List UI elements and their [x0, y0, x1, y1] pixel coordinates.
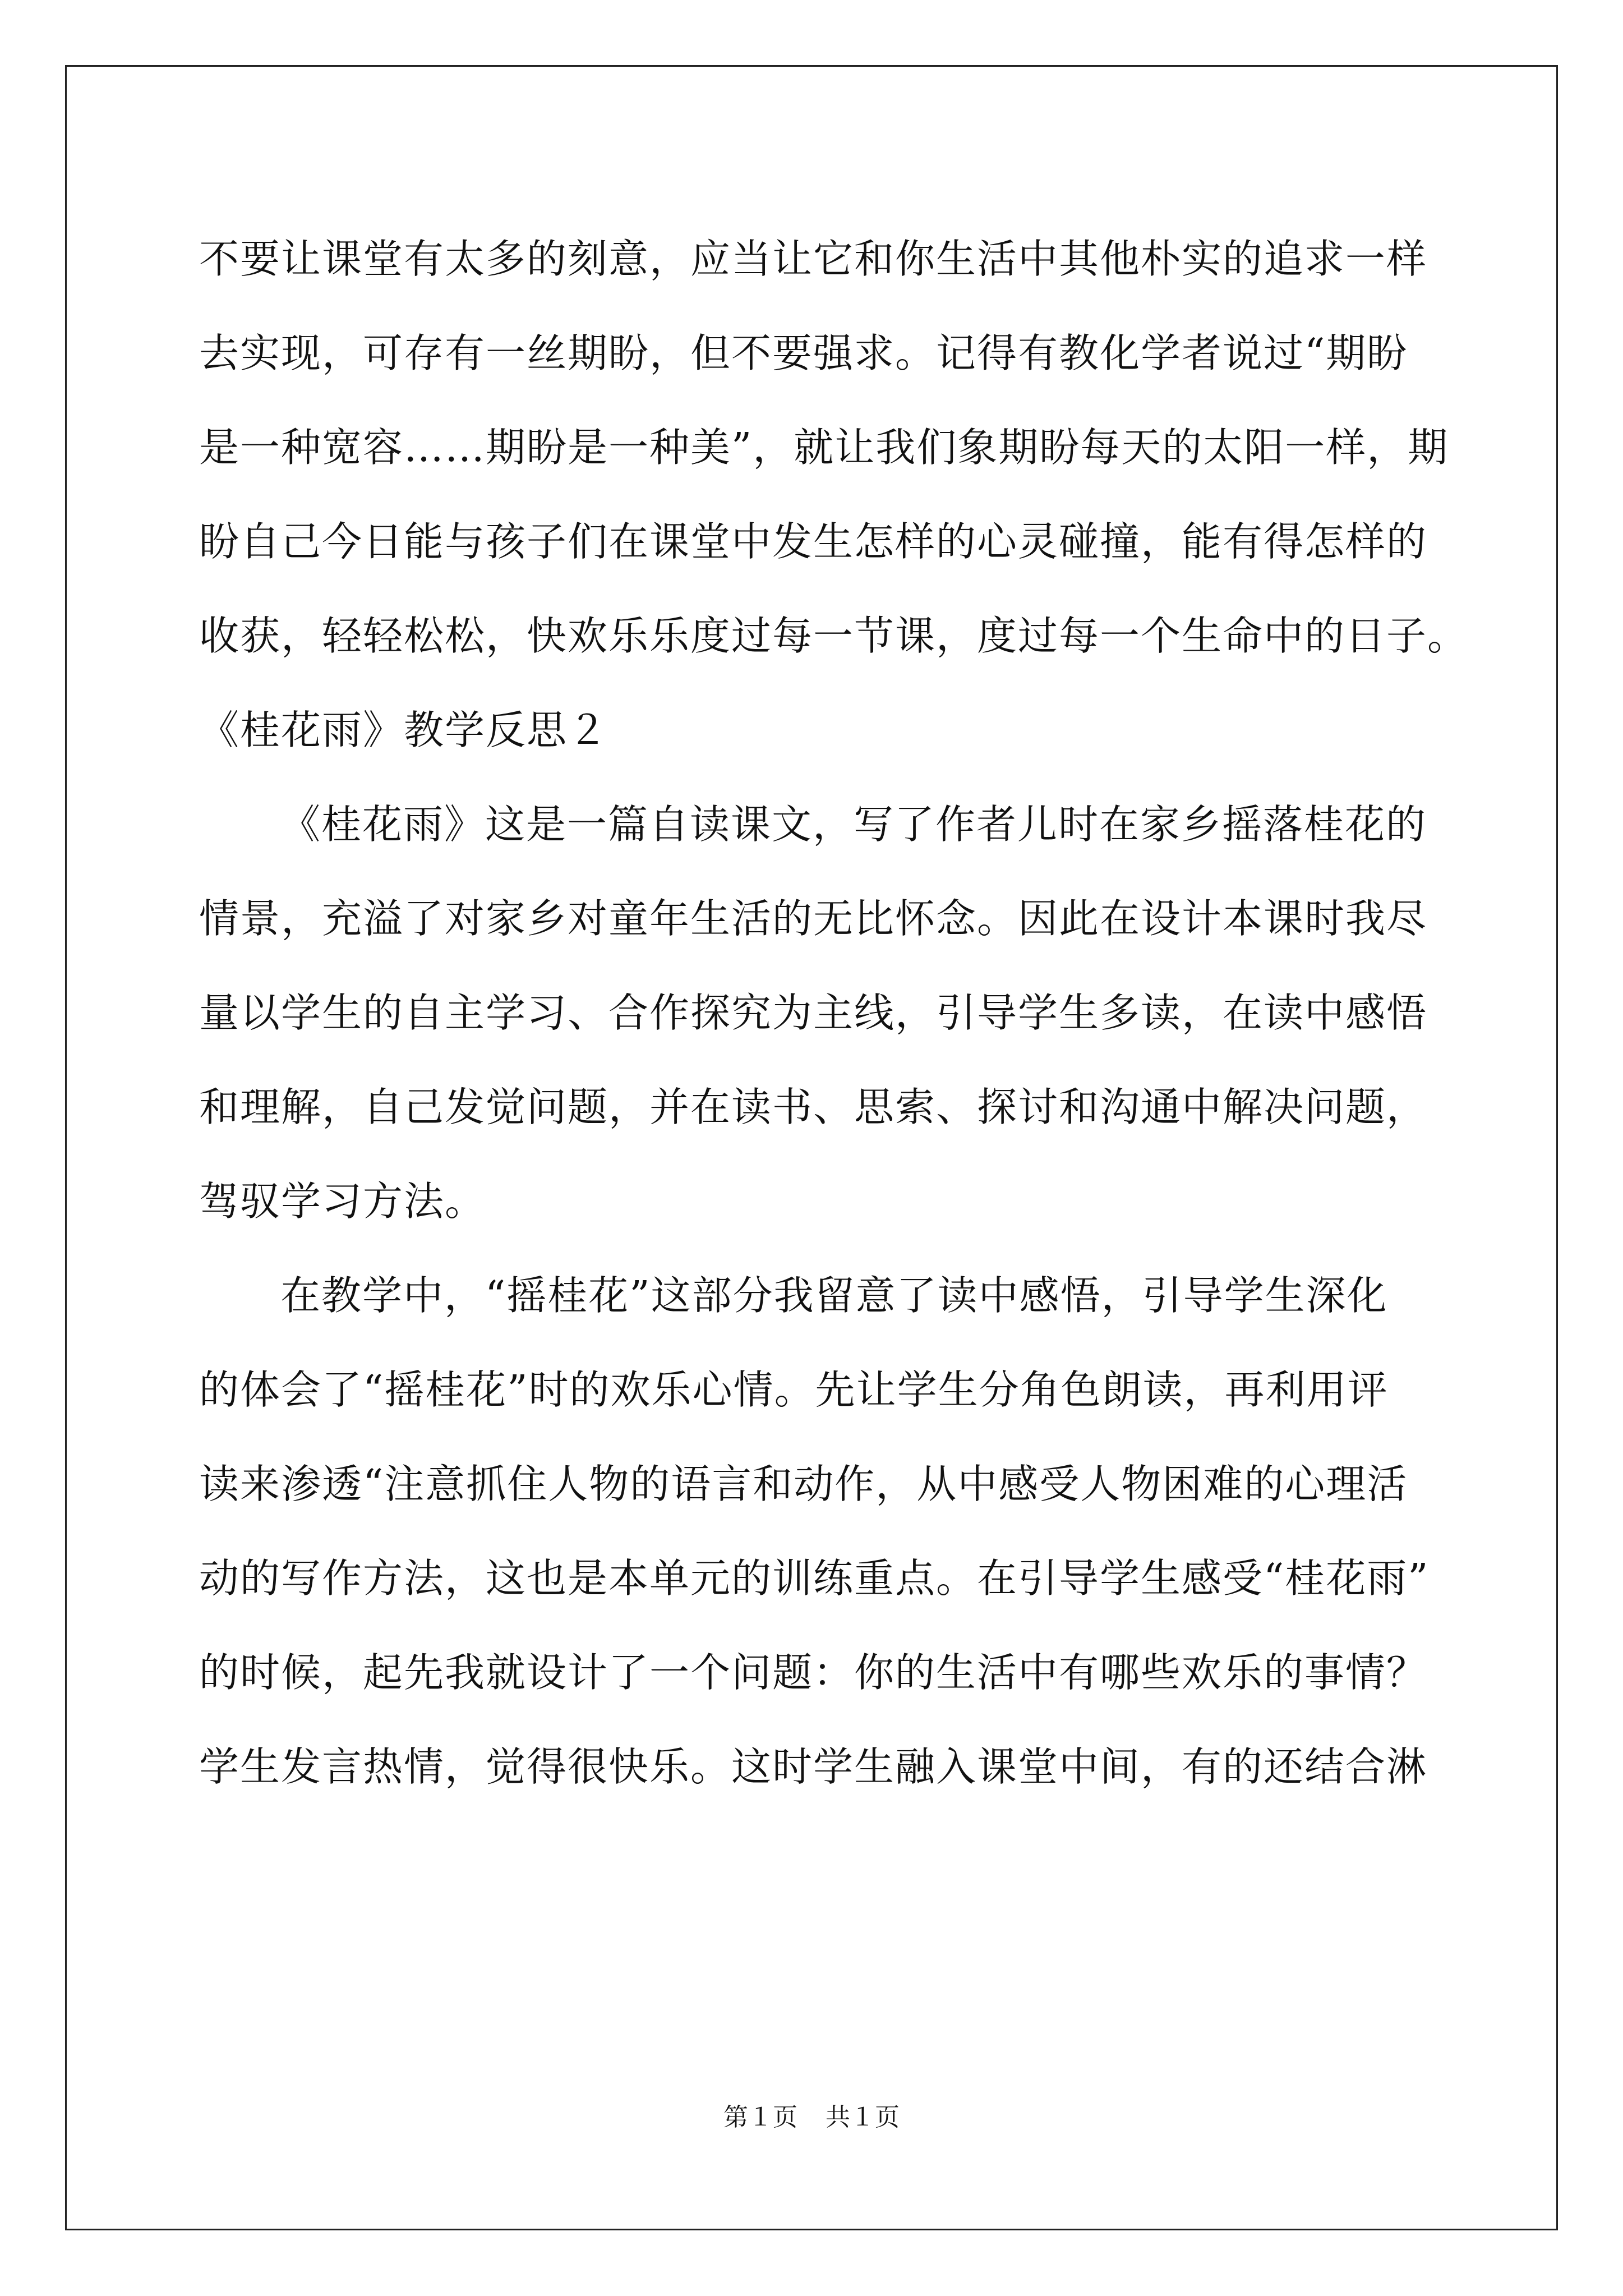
text-line: 动的写作方法，这也是本单元的训练重点。在引导学生感受“桂花雨”	[199, 1555, 1430, 1602]
paragraph-start-line: 在教学中，“摇桂花”这部分我留意了读中感悟，引导学生深化	[280, 1272, 1388, 1319]
text-line: 情景，充溢了对家乡对童年生活的无比怀念。因此在设计本课时我尽	[199, 895, 1428, 942]
text-line: 去实现，可存有一丝期盼，但不要强求。记得有教化学者说过“期盼	[199, 330, 1408, 376]
text-line: 和理解，自己发觉问题，并在读书、思索、探讨和沟通中解决问题，	[199, 1084, 1428, 1130]
paragraph-start-line: 《桂花雨》这是一篇自读课文，写了作者儿时在家乡摇落桂花的	[280, 801, 1427, 848]
section-heading: 《桂花雨》教学反思２	[199, 707, 609, 753]
document-body	[199, 212, 1469, 1814]
text-line: 读来渗透“注意抓住人物的语言和动作，从中感受人物困难的心理活	[199, 1461, 1408, 1507]
text-line: 盼自己今日能与孩子们在课堂中发生怎样的心灵碰撞，能有得怎样的	[199, 518, 1428, 565]
text-line: 不要让课堂有太多的刻意，应当让它和你生活中其他朴实的追求一样	[199, 236, 1428, 282]
page-number-current: 第１页	[723, 2103, 797, 2132]
text-line: 的体会了“摇桂花”时的欢乐心情。先让学生分角色朗读，再利用评	[199, 1366, 1389, 1413]
text-line: 驾驭学习方法。	[199, 1178, 486, 1225]
text-line: 收获，轻轻松松，快欢乐乐度过每一节课，度过每一个生命中的日子。	[199, 613, 1469, 659]
text-line: 的时候，起先我就设计了一个问题：你的生活中有哪些欢乐的事情？	[199, 1649, 1428, 1696]
text-line: 学生发言热情，觉得很快乐。这时学生融入课堂中间，有的还结合淋	[199, 1743, 1428, 1790]
page-footer	[0, 2101, 1623, 2134]
text-line: 量以学生的自主学习、合作探究为主线，引导学生多读，在读中感悟	[199, 990, 1428, 1036]
page-number-total: 共１页	[826, 2103, 900, 2132]
text-line: 是一种宽容……期盼是一种美”，就让我们象期盼每天的太阳一样，期	[199, 424, 1449, 471]
